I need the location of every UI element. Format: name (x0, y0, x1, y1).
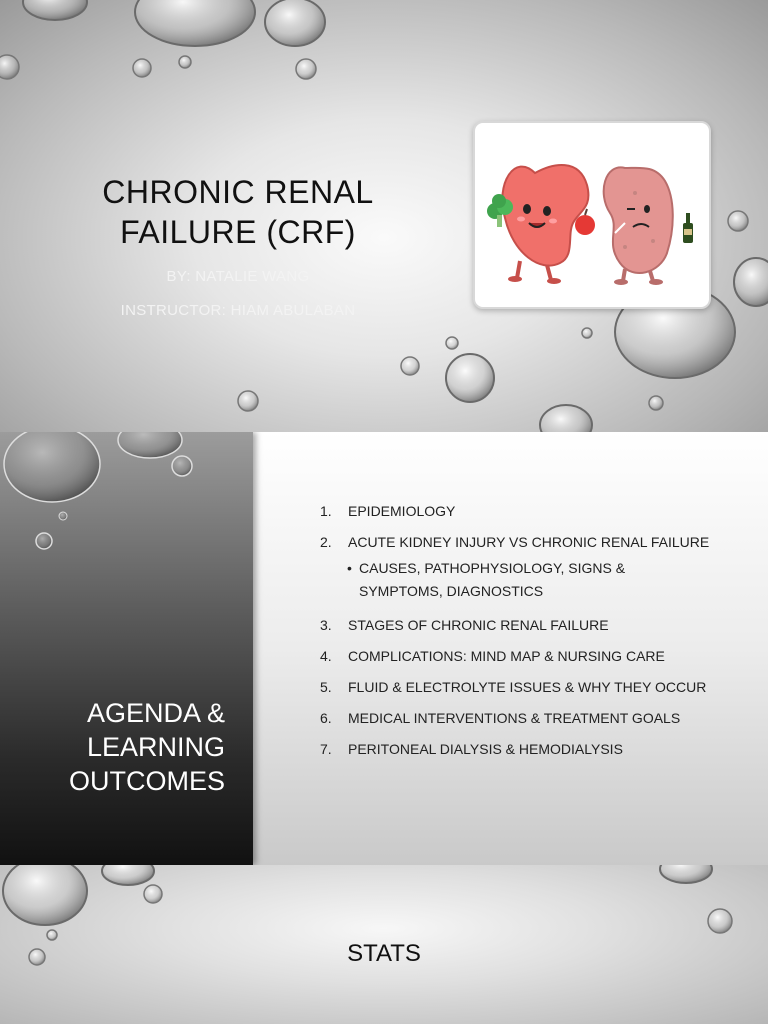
agenda-item (320, 502, 720, 520)
agenda-title-line-3: OUTCOMES (68, 766, 225, 796)
item-number: 1. (320, 503, 332, 519)
agenda-slide (0, 432, 768, 865)
item-number: 5. (320, 679, 332, 695)
agenda-item (320, 740, 720, 758)
subitem-line-2: SYMPTOMS, DIAGNOSTICS (359, 583, 544, 599)
kidney-illustration (473, 121, 711, 309)
stats-slide (0, 865, 768, 1024)
item-number: 4. (320, 648, 332, 664)
water-drops-decoration (0, 432, 253, 632)
item-text: STAGES OF CHRONIC RENAL FAILURE (348, 617, 609, 633)
item-number: 6. (320, 710, 332, 726)
subitem-text (359, 557, 625, 603)
item-text: ACUTE KIDNEY INJURY VS CHRONIC RENAL FAILURE (348, 534, 710, 550)
title-line-2: FAILURE (CRF) (120, 214, 356, 250)
bullet-icon: • (347, 560, 352, 576)
subitem-line-1: CAUSES, PATHOPHYSIOLOGY, SIGNS & (359, 560, 626, 576)
agenda-item (320, 678, 720, 696)
agenda-title-line-2: LEARNING (86, 732, 225, 762)
item-text: COMPLICATIONS: MIND MAP & NURSING CARE (348, 648, 665, 664)
agenda-item (320, 616, 720, 634)
item-number: 3. (320, 617, 332, 633)
agenda-title-line-1: AGENDA & (86, 698, 225, 728)
item-number: 7. (320, 741, 332, 757)
agenda-item (320, 533, 720, 603)
stats-title: STATS (347, 940, 421, 967)
presentation-title (88, 172, 388, 252)
item-text: FLUID & ELECTROLYTE ISSUES & WHY THEY OCCUR (348, 679, 707, 695)
agenda-item (320, 647, 720, 665)
agenda-title (5, 696, 225, 798)
author-text: BY: NATALIE WANG (166, 268, 310, 285)
kidney-characters-icon (475, 123, 709, 307)
title-slide (0, 0, 768, 432)
agenda-item (320, 709, 720, 727)
item-text: EPIDEMIOLOGY (348, 503, 456, 519)
agenda-sublist (347, 557, 720, 603)
item-text: PERITONEAL DIALYSIS & HEMODIALYSIS (348, 741, 623, 757)
instructor-text: INSTRUCTOR: HIAM ABULABAN (120, 302, 356, 319)
item-number: 2. (320, 534, 332, 550)
agenda-side-panel (0, 432, 253, 865)
item-text: MEDICAL INTERVENTIONS & TREATMENT GOALS (348, 710, 681, 726)
agenda-subitem (347, 557, 720, 603)
agenda-list (320, 502, 720, 771)
title-line-1: CHRONIC RENAL (102, 174, 374, 210)
